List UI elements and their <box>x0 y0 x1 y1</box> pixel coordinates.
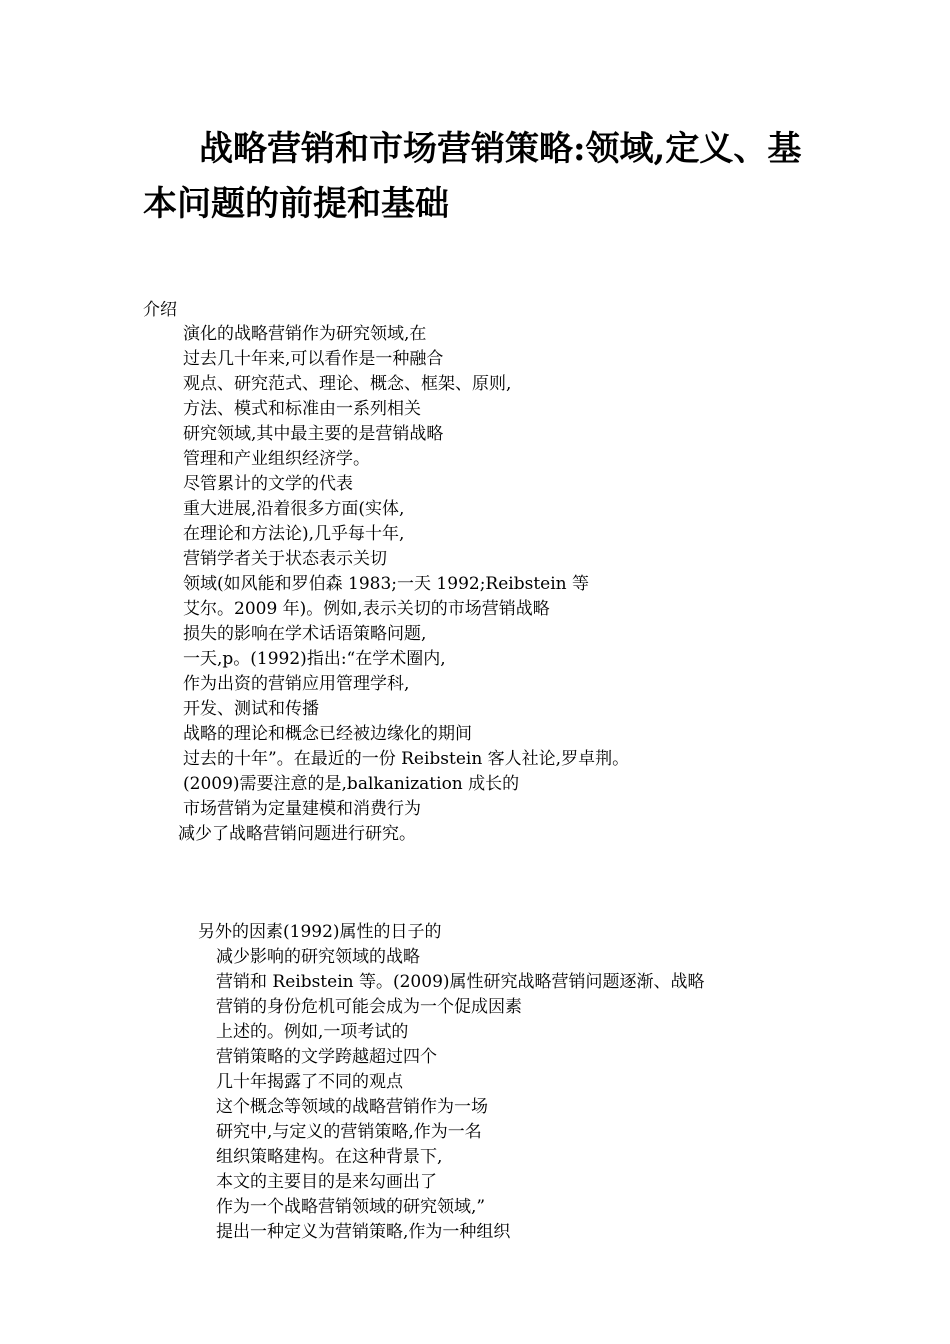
paragraph-line: 方法、模式和标准由一系列相关 <box>183 399 421 419</box>
paragraph-line: 管理和产业组织经济学。 <box>183 449 370 469</box>
paragraph-line: 过去的十年”。在最近的一份 Reibstein 客人社论,罗卓荆。 <box>183 749 630 769</box>
paragraph-line: 几十年揭露了不同的观点 <box>216 1072 403 1092</box>
paragraph-1 <box>178 322 630 847</box>
section-heading-introduction: 介绍 <box>143 300 177 320</box>
paragraph-line: 减少了战略营销问题进行研究。 <box>178 824 416 844</box>
paragraph-line: 组织策略建构。在这种背景下, <box>216 1147 443 1167</box>
paragraph-line: 本文的主要目的是来勾画出了 <box>216 1172 437 1192</box>
paragraph-line: 营销和 Reibstein 等。(2009)属性研究战略营销问题逐渐、战略 <box>216 972 705 992</box>
paragraph-line: 提出一种定义为营销策略,作为一种组织 <box>216 1222 511 1242</box>
paragraph-line: 艾尔。2009 年)。例如,表示关切的市场营销战略 <box>183 599 550 619</box>
paragraph-line: 营销学者关于状态表示关切 <box>183 549 387 569</box>
paragraph-line: 研究中,与定义的营销策略,作为一名 <box>216 1122 482 1142</box>
paragraph-line: 研究领域,其中最主要的是营销战略 <box>183 424 444 444</box>
paragraph-line: 在理论和方法论),几乎每十年, <box>183 524 405 544</box>
paragraph-line: 上述的。例如,一项考试的 <box>216 1022 409 1042</box>
paragraph-line: 市场营销为定量建模和消费行为 <box>183 799 421 819</box>
paragraph-line: (2009)需要注意的是,balkanization 成长的 <box>183 774 520 794</box>
paragraph-line: 作为一个战略营销领域的研究领域,” <box>216 1197 486 1217</box>
paragraph-line: 这个概念等领域的战略营销作为一场 <box>216 1097 488 1117</box>
paragraph-line: 重大进展,沿着很多方面(实体, <box>183 499 405 519</box>
paragraph-line: 演化的战略营销作为研究领域,在 <box>183 324 427 344</box>
paragraph-line: 尽管累计的文学的代表 <box>183 474 353 494</box>
paragraph-2 <box>198 920 705 1245</box>
title-line-2: 本问题的前提和基础 <box>143 184 449 224</box>
paragraph-line: 过去几十年来,可以看作是一种融合 <box>183 349 444 369</box>
paragraph-line: 一天,p。(1992)指出:“在学术圈内, <box>183 649 446 669</box>
paragraph-line: 营销的身份危机可能会成为一个促成因素 <box>216 997 522 1017</box>
paragraph-line: 领域(如风能和罗伯森 1983;一天 1992;Reibstein 等 <box>183 574 590 594</box>
paragraph-line: 营销策略的文学跨越超过四个 <box>216 1047 437 1067</box>
paragraph-line: 开发、测试和传播 <box>183 699 319 719</box>
document-title <box>143 122 823 232</box>
paragraph-line: 作为出资的营销应用管理学科, <box>183 674 410 694</box>
paragraph-line: 战略的理论和概念已经被边缘化的期间 <box>183 724 472 744</box>
paragraph-line: 损失的影响在学术话语策略问题, <box>183 624 427 644</box>
paragraph-line: 另外的因素(1992)属性的日子的 <box>198 922 442 942</box>
paragraph-line: 减少影响的研究领域的战略 <box>216 947 420 967</box>
title-line-1: 战略营销和市场营销策略:领域,定义、基 <box>199 129 802 169</box>
paragraph-line: 观点、研究范式、理论、概念、框架、原则, <box>183 374 512 394</box>
